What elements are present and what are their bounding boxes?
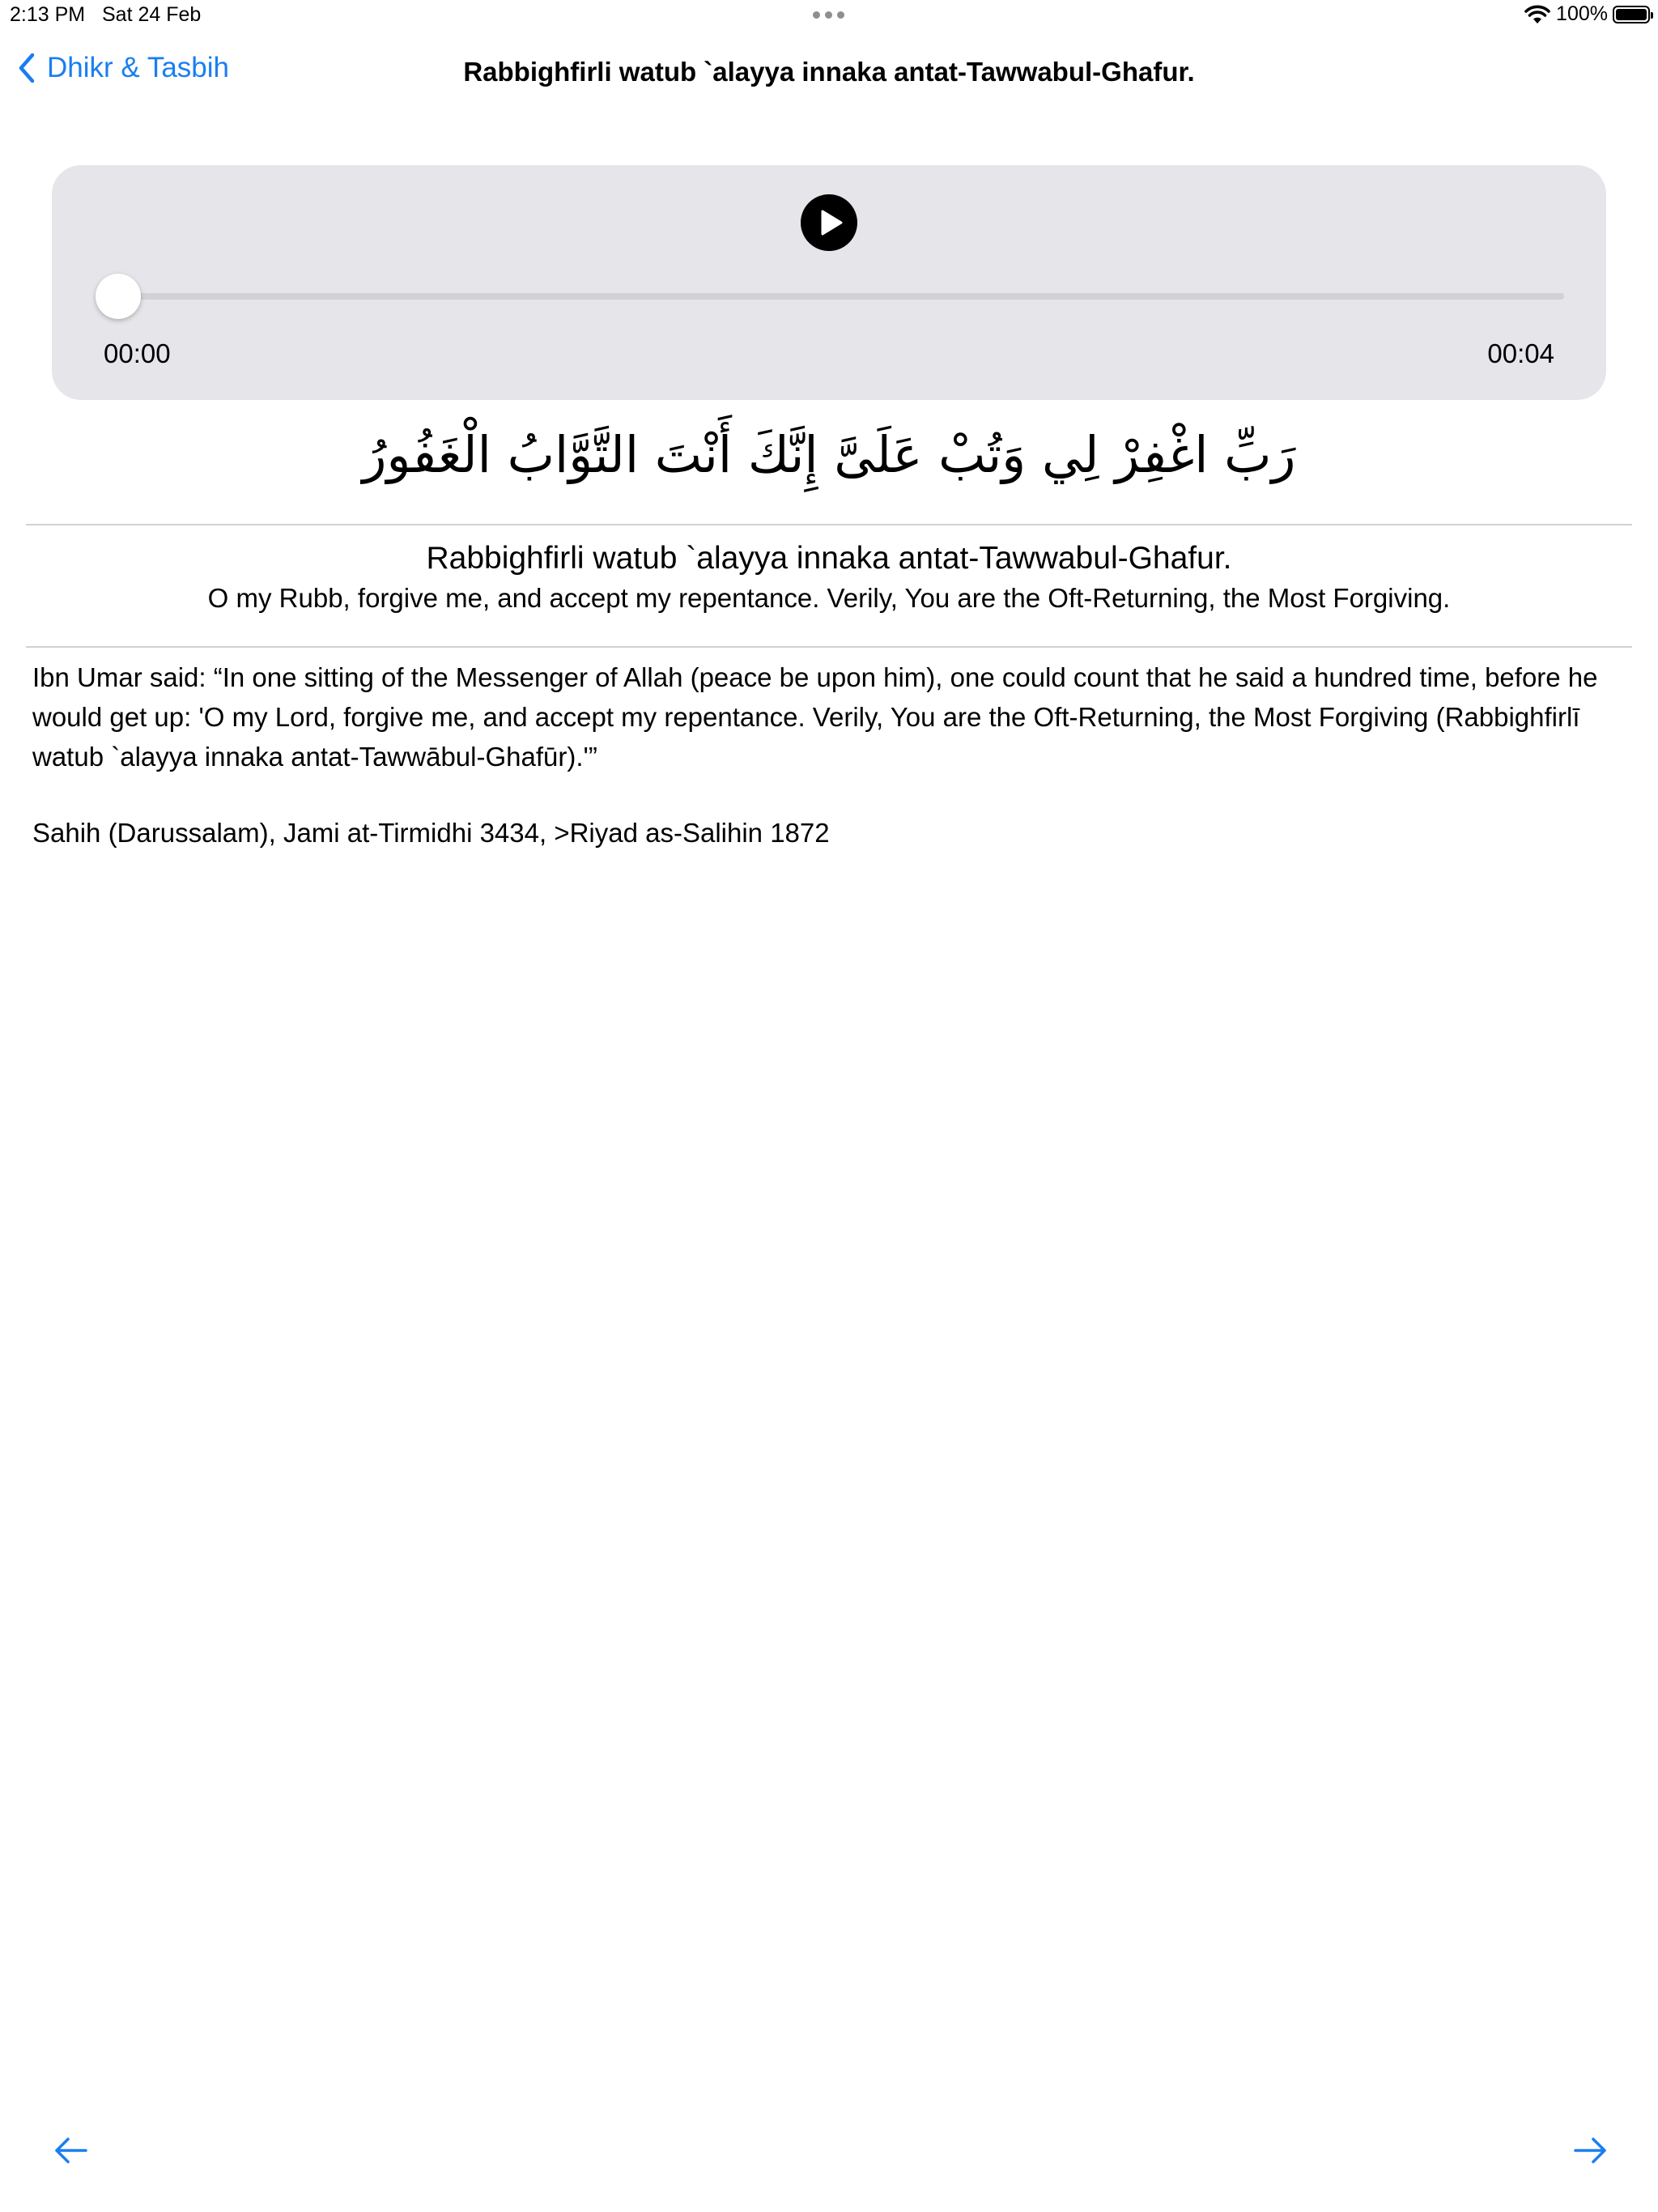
multitasking-dots-icon[interactable]	[813, 11, 844, 19]
progress-slider[interactable]	[99, 293, 1564, 300]
play-icon	[801, 194, 857, 251]
wifi-icon	[1524, 4, 1551, 25]
elapsed-time: 00:00	[104, 338, 171, 368]
status-time: 2:13 PM	[10, 3, 86, 26]
progress-track	[99, 293, 1564, 300]
hadith-reference: Sahih (Darussalam), Jami at-Tirmidhi 3434, >Riyad as-Salihin 1872	[32, 818, 830, 848]
hadith-text: Ibn Umar said: “In one sitting of the Messenger of Allah (peace be upon him), one could count that he said a hundred time, before he would get up: 'O my Lord, forgive me, and accept my repentance. Verily, You are the Oft-Returning, the Most Forgiving (Rabbighfirlī watub `alayya innaka antat-Tawwābul-Ghafūr).'”	[32, 662, 1598, 772]
audio-player	[52, 165, 1606, 400]
next-button[interactable]	[1571, 2134, 1611, 2167]
total-duration: 00:04	[1487, 338, 1554, 368]
status-bar	[0, 0, 1658, 36]
translation: O my Rubb, forgive me, and accept my repentance. Verily, You are the Oft-Returning, the Most Forgiving.	[207, 583, 1451, 613]
arrow-right-icon	[1571, 2134, 1611, 2167]
back-button-label: Dhikr & Tasbih	[47, 52, 230, 83]
progress-thumb[interactable]	[96, 274, 141, 319]
divider	[26, 524, 1632, 525]
divider	[26, 646, 1632, 648]
status-date: Sat 24 Feb	[102, 3, 202, 26]
transliteration: Rabbighfirli watub `alayya innaka antat-Tawwabul-Ghafur.	[426, 541, 1232, 576]
battery-percentage: 100%	[1556, 2, 1608, 25]
page-title: Rabbighfirli watub `alayya innaka antat-Tawwabul-Ghafur.	[463, 57, 1195, 87]
play-button[interactable]	[801, 194, 857, 251]
status-indicators	[1524, 2, 1650, 26]
battery-icon	[1613, 6, 1650, 23]
previous-button[interactable]	[50, 2134, 91, 2167]
arabic-text: رَبِّ اغْفِرْ لِي وَتُبْ عَلَىَّ إِنَّكَ أَنْتَ التَّوَّابُ الْغَفُورُ	[362, 425, 1296, 484]
arrow-left-icon	[50, 2134, 91, 2167]
